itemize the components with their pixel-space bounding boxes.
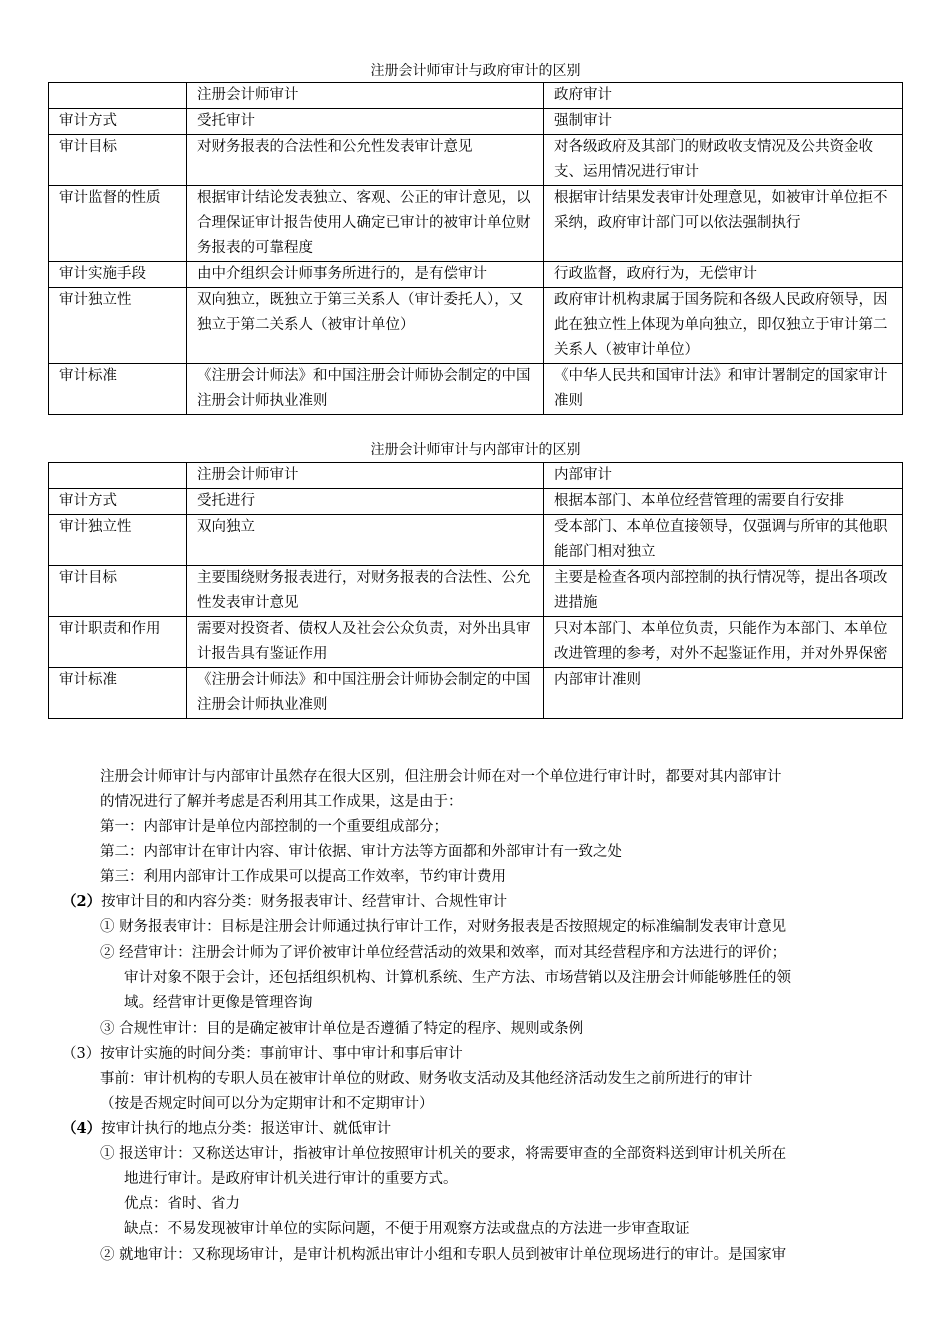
section-title: 按审计执行的地点分类：报送审计、就低审计 — [101, 1121, 392, 1137]
table1-caption: 注册会计师审计与政府审计的区别 — [370, 63, 581, 79]
table-row — [49, 288, 903, 364]
table2-caption: 注册会计师审计与内部审计的区别 — [370, 442, 581, 458]
table-header-row — [49, 463, 903, 489]
row-label: 审计标准 — [49, 364, 187, 415]
row-label: 审计职责和作用 — [49, 617, 187, 668]
paragraph-line: （按是否规定时间可以分为定期审计和不定期审计） — [100, 1096, 434, 1112]
row-label: 审计独立性 — [49, 288, 187, 364]
table-cell: 根据审计结果发表审计处理意见，如被审计单位拒不采纳，政府审计部门可以依法强制执行 — [544, 186, 903, 262]
table-row — [49, 186, 903, 262]
table-row — [49, 489, 903, 515]
row-label: 审计目标 — [49, 566, 187, 617]
section-number: （3） — [62, 1046, 101, 1062]
section-number: （4） — [62, 1120, 102, 1137]
table-cell: 只对本部门、本单位负责，只能作为本部门、本单位改进管理的参考，对外不起鉴证作用，并对外界保密 — [544, 617, 903, 668]
table-row — [49, 364, 903, 415]
table-cell: 《中华人民共和国审计法》和审计署制定的国家审计准则 — [544, 364, 903, 415]
table-cell: 行政监督，政府行为，无偿审计 — [544, 262, 903, 288]
section-heading — [62, 891, 507, 913]
table-cell: 受托审计 — [187, 109, 544, 135]
header-cell — [49, 83, 187, 109]
list-item-continuation: 审计对象不限于会计，还包括组织机构、计算机系统、生产方法、市场营销以及注册会计师能够胜任的领 — [124, 970, 791, 986]
table-cell: 内部审计准则 — [544, 668, 903, 719]
table-cell: 根据本部门、本单位经营管理的需要自行安排 — [544, 489, 903, 515]
table-cell: 对财务报表的合法性和公允性发表审计意见 — [187, 135, 544, 186]
table-row — [49, 109, 903, 135]
table-cell: 受本部门、本单位直接领导，仅强调与所审的其他职能部门相对独立 — [544, 515, 903, 566]
table-cell: 双向独立，既独立于第三关系人（审计委托人），又独立于第二关系人（被审计单位） — [187, 288, 544, 364]
list-item-continuation: 缺点：不易发现被审计单位的实际问题，不便于用观察方法或盘点的方法进一步审查取证 — [124, 1221, 690, 1237]
header-cell — [49, 463, 187, 489]
table-cell: 《注册会计师法》和中国注册会计师协会制定的中国注册会计师执业准则 — [187, 668, 544, 719]
header-cell: 注册会计师审计 — [187, 83, 544, 109]
header-cell: 内部审计 — [544, 463, 903, 489]
table-row — [49, 262, 903, 288]
section-title: 按审计实施的时间分类：事前审计、事中审计和事后审计 — [100, 1046, 463, 1062]
list-item: ① 财务报表审计：目标是注册会计师通过执行审计工作，对财务报表是否按照规定的标准编制发表审计意见 — [100, 919, 787, 935]
table-row — [49, 617, 903, 668]
paragraph-line: 第三：利用内部审计工作成果可以提高工作效率，节约审计费用 — [100, 869, 506, 885]
table-cell: 强制审计 — [544, 109, 903, 135]
paragraph-line: 第二：内部审计在审计内容、审计依据、审计方法等方面都和外部审计有一致之处 — [100, 844, 622, 860]
table-cell: 政府审计机构隶属于国务院和各级人民政府领导，因此在独立性上体现为单向独立，即仅独立于审计第二关系人（被审计单位） — [544, 288, 903, 364]
section-title: 按审计目的和内容分类：财务报表审计、经营审计、合规性审计 — [101, 894, 508, 910]
table-cell: 受托进行 — [187, 489, 544, 515]
table-cell: 主要围绕财务报表进行，对财务报表的合法性、公允性发表审计意见 — [187, 566, 544, 617]
list-item: ② 就地审计：又称现场审计，是审计机构派出审计小组和专职人员到被审计单位现场进行的审计。是国家审 — [100, 1247, 787, 1263]
row-label: 审计目标 — [49, 135, 187, 186]
government-audit-comparison-table — [48, 82, 903, 415]
list-item: ① 报送审计：又称送达审计，指被审计单位按照审计机关的要求，将需要审查的全部资料送到审计机关所在 — [100, 1146, 787, 1162]
table-row — [49, 668, 903, 719]
section-heading — [62, 1043, 463, 1065]
row-label: 审计方式 — [49, 109, 187, 135]
table-cell: 主要是检查各项内部控制的执行情况等，提出各项改进措施 — [544, 566, 903, 617]
row-label: 审计标准 — [49, 668, 187, 719]
section-heading — [62, 1118, 391, 1140]
paragraph-line: 事前：审计机构的专职人员在被审计单位的财政、财务收支活动及其他经济活动发生之前所进行的审计 — [100, 1071, 753, 1087]
table-header-row — [49, 83, 903, 109]
paragraph-line: 注册会计师审计与内部审计虽然存在很大区别，但注册会计师在对一个单位进行审计时，都要对其内部审计 — [100, 769, 782, 785]
internal-audit-comparison-table — [48, 462, 903, 719]
paragraph-line: 的情况进行了解并考虑是否利用其工作成果，这是由于： — [100, 794, 463, 810]
list-item-continuation: 域。经营审计更像是管理咨询 — [124, 995, 313, 1011]
table-row — [49, 566, 903, 617]
header-cell: 注册会计师审计 — [187, 463, 544, 489]
table-cell: 根据审计结论发表独立、客观、公正的审计意见，以合理保证审计报告使用人确定已审计的被审计单位财务报表的可靠程度 — [187, 186, 544, 262]
row-label: 审计独立性 — [49, 515, 187, 566]
list-item: ③ 合规性审计：目的是确定被审计单位是否遵循了特定的程序、规则或条例 — [100, 1021, 584, 1037]
section-number: （2） — [62, 893, 102, 910]
list-item: ② 经营审计：注册会计师为了评价被审计单位经营活动的效果和效率，而对其经营程序和方法进行的评价； — [100, 945, 787, 961]
table-row — [49, 515, 903, 566]
paragraph-line: 第一：内部审计是单位内部控制的一个重要组成部分； — [100, 819, 448, 835]
header-cell: 政府审计 — [544, 83, 903, 109]
table-cell: 由中介组织会计师事务所进行的，是有偿审计 — [187, 262, 544, 288]
table-cell: 《注册会计师法》和中国注册会计师协会制定的中国注册会计师执业准则 — [187, 364, 544, 415]
table-cell: 双向独立 — [187, 515, 544, 566]
table-row — [49, 135, 903, 186]
list-item-continuation: 优点：省时、省力 — [124, 1196, 240, 1212]
row-label: 审计监督的性质 — [49, 186, 187, 262]
list-item-continuation: 地进行审计。是政府审计机关进行审计的重要方式。 — [124, 1171, 458, 1187]
row-label: 审计实施手段 — [49, 262, 187, 288]
row-label: 审计方式 — [49, 489, 187, 515]
table-cell: 需要对投资者、债权人及社会公众负责，对外出具审计报告具有鉴证作用 — [187, 617, 544, 668]
table-cell: 对各级政府及其部门的财政收支情况及公共资金收支、运用情况进行审计 — [544, 135, 903, 186]
